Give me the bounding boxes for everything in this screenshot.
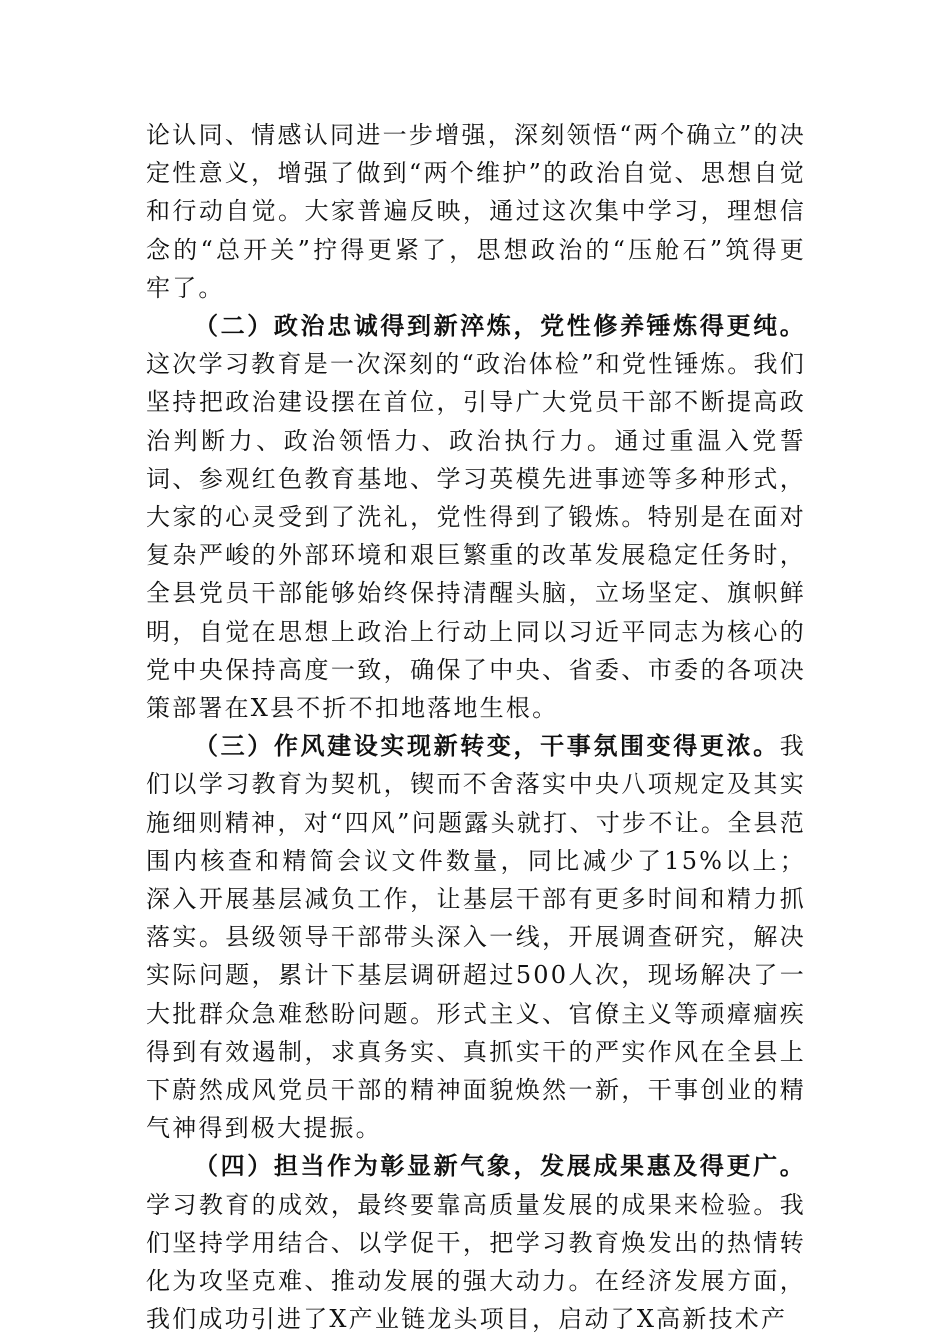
paragraph-text: 我们以学习教育为契机，锲而不舍落实中央八项规定及其实施细则精神，对“四风”问题露头就打、寸步不让。全县范围内核查和精简会议文件数量，同比减少了15%以上；深入开展基层减负工作，让基层干部有更多时间和精力抓落实。县级领导干部带头深入一线，开展调查研究，解决实际问题，累计下基层调研超过500人次，现场解决了一大批群众急难愁盼问题。形式主义、官僚主义等顽瘴痼疾得到有效遏制，求真务实、真抓实干的严实作风在全县上下蔚然成风党员干部的精神面貌焕然一新，干事创业的精气神得到极大提振。 — [146, 732, 806, 1143]
section-heading: （四）担当作为彰显新气象，发展成果惠及得更广。 — [194, 1151, 806, 1181]
paragraph-text: 学习教育的成效，最终要靠高质量发展的成果来检验。我们坚持学用结合、以学促干，把学习教育焕发出的热情转化为攻坚克难、推动发展的强大动力。在经济发展方面，我们成功引进了X产业链龙头项目，启动了X高新技术产 — [146, 1190, 806, 1334]
section-heading: （三）作风建设实现新转变，干事氛围变得更浓。 — [194, 731, 780, 761]
document-page — [146, 116, 806, 1339]
section-heading: （二）政治忠诚得到新淬炼，党性修养锤炼得更纯。 — [194, 311, 806, 341]
paragraph-continuation — [146, 116, 806, 307]
paragraph-section-3 — [146, 727, 806, 1147]
paragraph-text: 这次学习教育是一次深刻的“政治体检”和党性锤炼。我们坚持把政治建设摆在首位，引导广大党员干部不断提高政治判断力、政治领悟力、政治执行力。通过重温入党誓词、参观红色教育基地、学习英模先进事迹等多种形式，大家的心灵受到了洗礼，党性得到了锻炼。特别是在面对复杂严峻的外部环境和艰巨繁重的改革发展稳定任务时，全县党员干部能够始终保持清醒头脑，立场坚定、旗帜鲜明，自觉在思想上政治上行动上同以习近平同志为核心的党中央保持高度一致，确保了中央、省委、市委的各项决策部署在X县不折不扣地落地生根。 — [146, 350, 806, 723]
paragraph-section-2 — [146, 307, 806, 727]
paragraph-section-4 — [146, 1147, 806, 1338]
paragraph-text: 论认同、情感认同进一步增强，深刻领悟“两个确立”的决定性意义，增强了做到“两个维护”的政治自觉、思想自觉和行动自觉。大家普遍反映，通过这次集中学习，理想信念的“总开关”拧得更紧了，思想政治的“压舱石”筑得更牢了。 — [146, 121, 806, 302]
